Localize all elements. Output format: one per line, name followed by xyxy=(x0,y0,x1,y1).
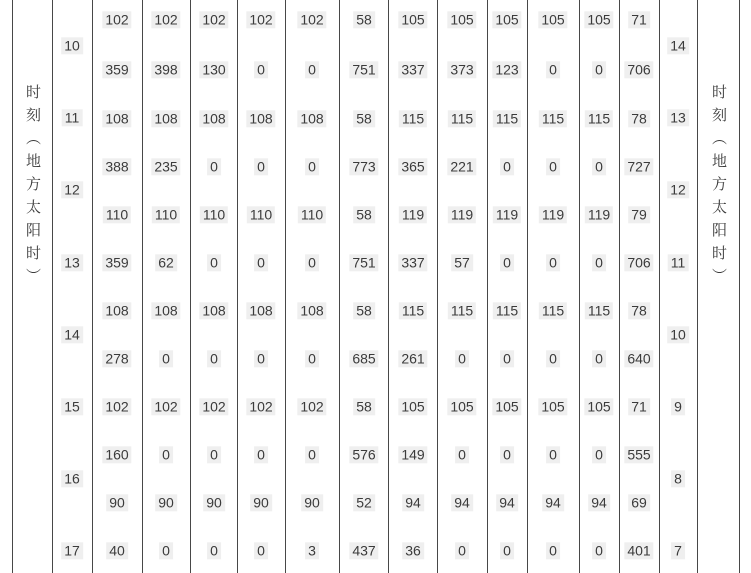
table-cell: 108 xyxy=(246,110,275,127)
table-cell: 105 xyxy=(447,398,476,415)
table-cell: 337 xyxy=(398,254,427,271)
table-cell: 90 xyxy=(301,494,323,511)
vertical-gridline xyxy=(579,0,580,573)
table-cell: 0 xyxy=(254,446,268,463)
table-cell: 0 xyxy=(159,542,173,559)
table-cell: 105 xyxy=(538,11,567,28)
table-cell: 90 xyxy=(155,494,177,511)
table-cell: 105 xyxy=(447,11,476,28)
table-cell: 58 xyxy=(353,398,375,415)
vertical-gridline xyxy=(12,0,13,573)
table-cell: 108 xyxy=(102,302,131,319)
table-cell: 108 xyxy=(199,110,228,127)
table-cell: 90 xyxy=(106,494,128,511)
right-hour-label: 13 xyxy=(667,109,689,126)
table-cell: 115 xyxy=(585,302,613,319)
right-hour-label: 11 xyxy=(668,254,689,271)
vertical-gridline xyxy=(739,0,740,573)
table-cell: 108 xyxy=(102,110,131,127)
table-cell: 36 xyxy=(402,542,424,559)
table-cell: 90 xyxy=(250,494,272,511)
table-cell: 0 xyxy=(455,446,469,463)
table-cell: 105 xyxy=(398,11,427,28)
vertical-gridline xyxy=(487,0,488,573)
table-cell: 102 xyxy=(246,11,275,28)
table-cell: 105 xyxy=(584,11,613,28)
table-cell: 119 xyxy=(539,206,567,223)
table-cell: 149 xyxy=(398,446,427,463)
table-cell: 0 xyxy=(546,350,560,367)
table-cell: 706 xyxy=(624,61,653,78)
left-hour-label: 17 xyxy=(61,542,83,559)
right-time-axis xyxy=(698,84,739,304)
table-cell: 108 xyxy=(246,302,275,319)
table-cell: 401 xyxy=(624,542,653,559)
table-cell: 751 xyxy=(349,254,378,271)
table-cell: 110 xyxy=(247,206,275,223)
table-cell: 398 xyxy=(151,61,180,78)
table-cell: 640 xyxy=(624,350,653,367)
table-cell: 78 xyxy=(628,110,650,127)
left-time-axis xyxy=(13,84,52,304)
table-cell: 0 xyxy=(455,542,469,559)
table-cell: 0 xyxy=(500,446,514,463)
table-cell: 102 xyxy=(151,11,180,28)
table-cell: 0 xyxy=(592,350,606,367)
vertical-gridline xyxy=(388,0,389,573)
table-cell: 58 xyxy=(353,206,375,223)
table-cell: 119 xyxy=(585,206,613,223)
table-cell: 555 xyxy=(624,446,653,463)
table-cell: 359 xyxy=(102,254,131,271)
table-cell: 115 xyxy=(399,302,427,319)
table-cell: 102 xyxy=(199,398,228,415)
table-cell: 119 xyxy=(399,206,427,223)
table-cell: 105 xyxy=(492,11,521,28)
table-cell: 52 xyxy=(353,494,375,511)
table-cell: 3 xyxy=(305,542,319,559)
table-cell: 0 xyxy=(305,446,319,463)
table-cell: 437 xyxy=(349,542,378,559)
table-cell: 337 xyxy=(398,61,427,78)
table-cell: 0 xyxy=(254,350,268,367)
left-hour-label: 11 xyxy=(62,109,83,126)
table-cell: 119 xyxy=(493,206,521,223)
table-cell: 0 xyxy=(546,61,560,78)
right-time-axis-label: 时刻（地方太阳时） xyxy=(710,84,727,291)
table-cell: 115 xyxy=(448,110,476,127)
vertical-gridline xyxy=(142,0,143,573)
table-cell: 110 xyxy=(103,206,131,223)
table-cell: 0 xyxy=(254,158,268,175)
table-cell: 62 xyxy=(155,254,177,271)
vertical-gridline xyxy=(527,0,528,573)
vertical-gridline xyxy=(237,0,238,573)
table-cell: 278 xyxy=(102,350,131,367)
table-cell: 105 xyxy=(538,398,567,415)
table-cell: 115 xyxy=(585,110,613,127)
table-cell: 373 xyxy=(447,61,476,78)
table-cell: 0 xyxy=(254,254,268,271)
table-cell: 576 xyxy=(349,446,378,463)
table-cell: 105 xyxy=(492,398,521,415)
table-cell: 71 xyxy=(628,398,650,415)
table-cell: 0 xyxy=(546,158,560,175)
right-hour-label: 10 xyxy=(667,326,689,343)
right-hour-label: 8 xyxy=(671,470,685,487)
table-cell: 58 xyxy=(353,110,375,127)
table-cell: 235 xyxy=(151,158,180,175)
table-cell: 0 xyxy=(592,542,606,559)
left-hour-label: 12 xyxy=(61,181,83,198)
vertical-gridline xyxy=(92,0,93,573)
table-cell: 115 xyxy=(399,110,427,127)
table-cell: 0 xyxy=(207,350,221,367)
table-cell: 0 xyxy=(207,542,221,559)
right-hour-label: 7 xyxy=(671,542,685,559)
vertical-gridline xyxy=(437,0,438,573)
table-cell: 110 xyxy=(200,206,228,223)
table-cell: 115 xyxy=(539,110,567,127)
right-hour-label: 12 xyxy=(667,181,689,198)
table-cell: 0 xyxy=(592,158,606,175)
table-cell: 261 xyxy=(398,350,427,367)
table-cell: 108 xyxy=(297,110,326,127)
table-cell: 94 xyxy=(402,494,424,511)
table-cell: 58 xyxy=(353,11,375,28)
table-cell: 0 xyxy=(455,350,469,367)
table-cell: 57 xyxy=(451,254,473,271)
table-cell: 160 xyxy=(102,446,131,463)
table-cell: 105 xyxy=(398,398,427,415)
table-cell: 0 xyxy=(254,542,268,559)
table-cell: 94 xyxy=(542,494,564,511)
vertical-gridline xyxy=(52,0,53,573)
table-cell: 0 xyxy=(305,350,319,367)
table-cell: 79 xyxy=(628,206,650,223)
table-cell: 110 xyxy=(152,206,180,223)
table-cell: 0 xyxy=(207,158,221,175)
vertical-gridline xyxy=(619,0,620,573)
right-hour-label: 14 xyxy=(667,37,689,54)
table-cell: 102 xyxy=(297,11,326,28)
table-cell: 0 xyxy=(305,61,319,78)
table-cell: 0 xyxy=(207,446,221,463)
table-cell: 105 xyxy=(584,398,613,415)
table-cell: 0 xyxy=(159,446,173,463)
left-hour-label: 10 xyxy=(61,37,83,54)
table-cell: 115 xyxy=(448,302,476,319)
table-cell: 0 xyxy=(305,254,319,271)
vertical-gridline xyxy=(339,0,340,573)
table-cell: 58 xyxy=(353,302,375,319)
table-cell: 115 xyxy=(493,302,521,319)
table-cell: 102 xyxy=(199,11,228,28)
table-cell: 0 xyxy=(207,254,221,271)
left-hour-label: 15 xyxy=(61,398,83,415)
table-cell: 108 xyxy=(151,110,180,127)
table-cell: 359 xyxy=(102,61,131,78)
table-cell: 115 xyxy=(539,302,567,319)
table-cell: 115 xyxy=(493,110,521,127)
table-cell: 0 xyxy=(592,61,606,78)
table-cell: 773 xyxy=(349,158,378,175)
table-cell: 0 xyxy=(546,254,560,271)
table-cell: 94 xyxy=(588,494,610,511)
table-cell: 102 xyxy=(246,398,275,415)
table-cell: 0 xyxy=(546,542,560,559)
vertical-gridline xyxy=(285,0,286,573)
table-cell: 727 xyxy=(624,158,653,175)
left-hour-label: 13 xyxy=(61,254,83,271)
table-cell: 102 xyxy=(102,398,131,415)
table-cell: 0 xyxy=(500,254,514,271)
table-cell: 388 xyxy=(102,158,131,175)
table-cell: 221 xyxy=(447,158,476,175)
table-cell: 102 xyxy=(151,398,180,415)
table-cell: 94 xyxy=(496,494,518,511)
right-hour-label: 9 xyxy=(671,398,685,415)
table-cell: 119 xyxy=(448,206,476,223)
table-cell: 69 xyxy=(628,494,650,511)
table-cell: 102 xyxy=(102,11,131,28)
table-cell: 102 xyxy=(297,398,326,415)
table-cell: 90 xyxy=(203,494,225,511)
table-cell: 0 xyxy=(254,61,268,78)
table-cell: 94 xyxy=(451,494,473,511)
table-cell: 0 xyxy=(500,350,514,367)
vertical-gridline xyxy=(659,0,660,573)
table-cell: 0 xyxy=(592,446,606,463)
table-cell: 110 xyxy=(298,206,326,223)
table-cell: 0 xyxy=(159,350,173,367)
table-cell: 108 xyxy=(151,302,180,319)
vertical-gridline xyxy=(190,0,191,573)
table-cell: 0 xyxy=(546,446,560,463)
table-cell: 0 xyxy=(500,158,514,175)
table-cell: 0 xyxy=(592,254,606,271)
left-hour-label: 16 xyxy=(61,470,83,487)
table-cell: 0 xyxy=(305,158,319,175)
table-cell: 130 xyxy=(199,61,228,78)
table-cell: 751 xyxy=(349,61,378,78)
table-cell: 706 xyxy=(624,254,653,271)
table-cell: 685 xyxy=(349,350,378,367)
table-cell: 108 xyxy=(297,302,326,319)
left-time-axis-label: 时刻（地方太阳时） xyxy=(24,84,41,291)
left-hour-label: 14 xyxy=(61,326,83,343)
table-cell: 108 xyxy=(199,302,228,319)
table-cell: 123 xyxy=(492,61,521,78)
table-cell: 78 xyxy=(628,302,650,319)
table-cell: 0 xyxy=(500,542,514,559)
table-cell: 365 xyxy=(398,158,427,175)
table-cell: 40 xyxy=(106,542,128,559)
table-cell: 71 xyxy=(628,11,650,28)
